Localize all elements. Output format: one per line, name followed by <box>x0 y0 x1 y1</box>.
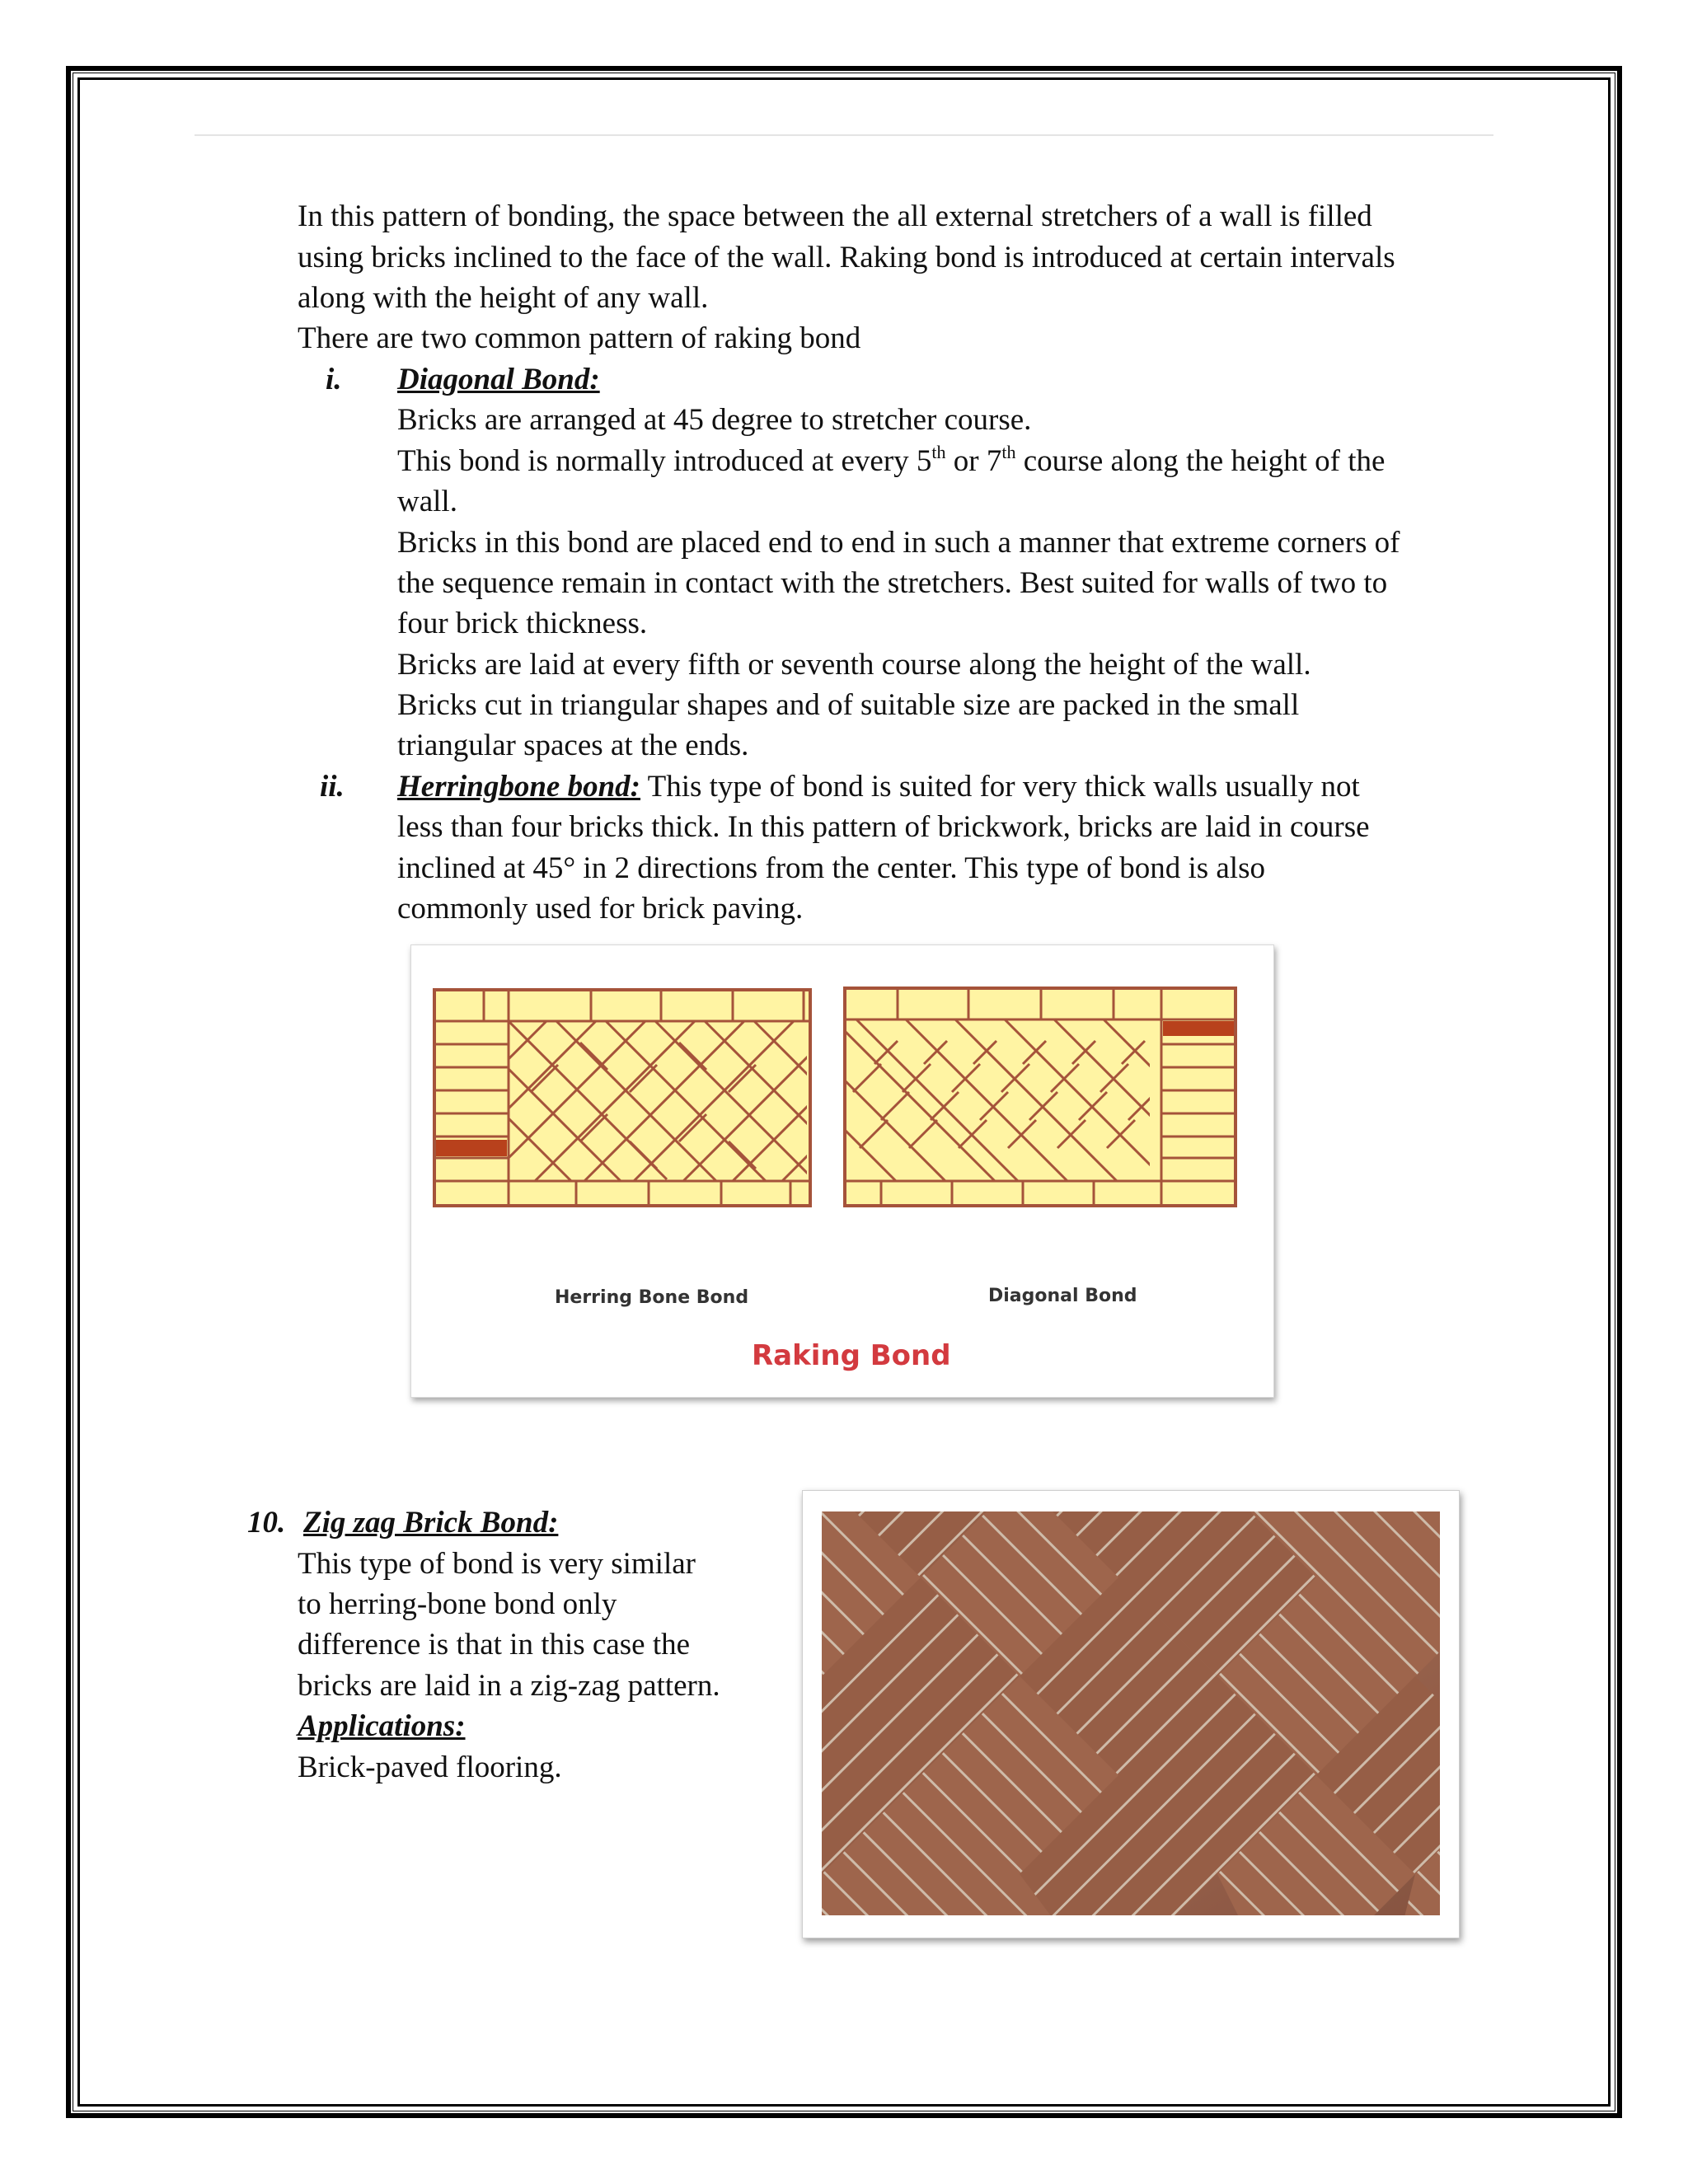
herringbone-line-4: commonly used for brick paving. <box>397 892 804 926</box>
zig-zag-photo <box>802 1490 1460 1938</box>
zig-zag-brick-image <box>822 1511 1440 1915</box>
diagonal-line-2: This bond is normally introduced at every 5th or 7th course along the height of the <box>397 441 1386 478</box>
diagonal-line-1: Bricks are arranged at 45 degree to stretcher course. <box>397 403 1032 437</box>
intro-line-2: using bricks inclined to the face of the wall. Raking bond is introduced at certain intervals <box>298 241 1395 274</box>
zig-zag-line-3: difference is that in this case the <box>298 1628 691 1661</box>
diagonal-bond-caption: Diagonal Bond <box>988 1286 1137 1306</box>
header-rule <box>195 134 1493 136</box>
herring-bone-accent-brick <box>436 1140 507 1156</box>
herring-bone-panel <box>434 990 810 1206</box>
diagonal-line-9: triangular spaces at the ends. <box>397 729 749 762</box>
zig-zag-heading: Zig zag Brick Bond: <box>303 1506 559 1540</box>
herring-bone-caption: Herring Bone Bond <box>555 1287 749 1308</box>
intro-line-1: In this pattern of bonding, the space between the all external stretchers of a wall is filled <box>298 199 1372 233</box>
diagonal-bond-accent-brick <box>1163 1021 1234 1036</box>
herringbone-line-2: less than four bricks thick. In this pattern of brickwork, bricks are laid in course <box>397 810 1370 844</box>
zig-zag-line-1: This type of bond is very similar <box>298 1547 696 1581</box>
list-marker-ii: ii. <box>320 770 345 804</box>
raking-bond-figure <box>410 944 1274 1398</box>
zig-zag-line-2: to herring-bone bond only <box>298 1587 617 1621</box>
herringbone-bond-heading: Herringbone bond: <box>397 770 641 804</box>
diagonal-line-4: Bricks in this bond are placed end to end in such a manner that extreme corners of <box>397 526 1400 560</box>
diagonal-line-7: Bricks are laid at every fifth or seventh course along the height of the wall. <box>397 648 1311 682</box>
intro-line-4: There are two common pattern of raking bond <box>298 321 861 355</box>
diagonal-bond-heading: Diagonal Bond: <box>397 363 600 396</box>
herringbone-line-1: Herringbone bond: This type of bond is suited for very thick walls usually not <box>397 770 1360 804</box>
diagonal-line-3: wall. <box>397 485 457 518</box>
applications-heading: Applications: <box>298 1709 466 1743</box>
applications-text: Brick-paved flooring. <box>298 1750 562 1784</box>
intro-line-3: along with the height of any wall. <box>298 281 709 315</box>
raking-bond-diagram <box>411 945 1273 1397</box>
zig-zag-line-4: bricks are laid in a zig-zag pattern. <box>298 1669 720 1703</box>
list-marker-i: i. <box>326 363 342 396</box>
herringbone-line-3: inclined at 45° in 2 directions from the center. This type of bond is also <box>397 851 1265 885</box>
diagonal-line-6: four brick thickness. <box>397 607 648 640</box>
diagonal-bond-panel <box>845 988 1236 1206</box>
diagonal-line-8: Bricks cut in triangular shapes and of suitable size are packed in the small <box>397 688 1300 722</box>
section-10-number: 10. <box>247 1506 286 1540</box>
raking-bond-title: Raking Bond <box>752 1339 951 1372</box>
diagonal-line-5: the sequence remain in contact with the stretchers. Best suited for walls of two to <box>397 566 1388 600</box>
